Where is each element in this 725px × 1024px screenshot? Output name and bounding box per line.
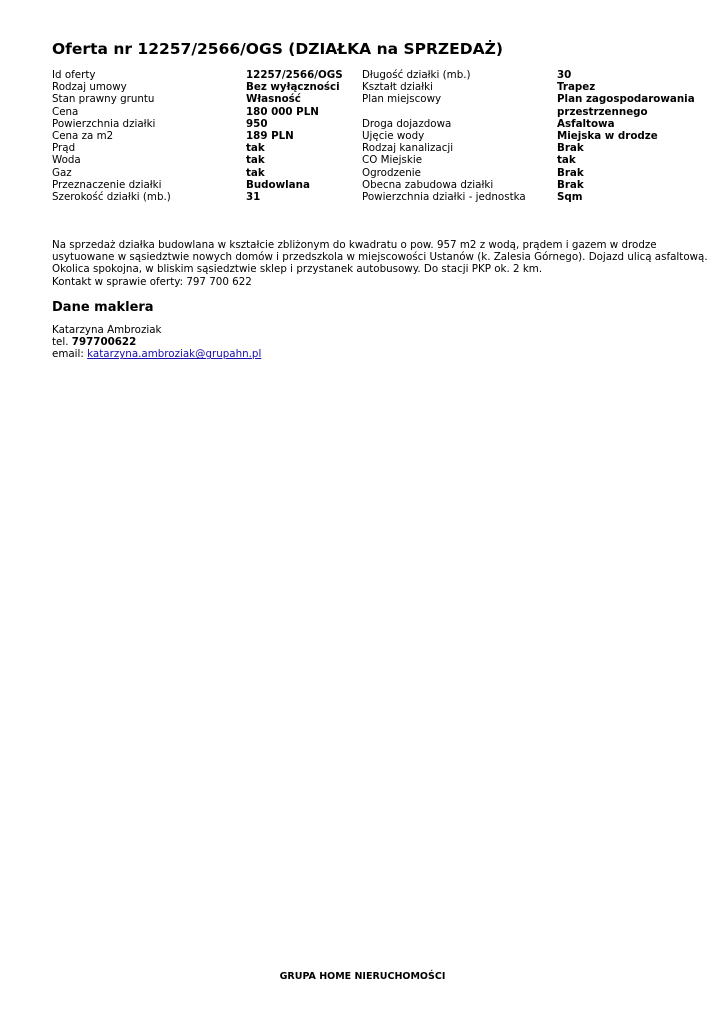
field-value: Plan zagospodarowania — [557, 93, 695, 106]
description-line: Na sprzedaż działka budowlana w kształcie zbliżonym do kwadratu o pow. 957 m2 z wodą, prądem i gazem w drodze — [52, 239, 657, 251]
left-values-column — [246, 69, 343, 203]
field-value: 30 — [557, 69, 572, 81]
description-line: usytuowane w sąsiedztwie nowych domów i przedszkola w miejscowości Ustanów (k. Zalesia Górnego). Dojazd ulicą asfaltową. — [52, 251, 708, 264]
field-label: Stan prawny gruntu — [52, 93, 155, 106]
description-line: Okolica spokojna, w bliskim sąsiedztwie sklep i przystanek autobusowy. Do stacji PKP ok. 2 km. — [52, 263, 543, 276]
right-values-column — [557, 69, 695, 203]
phone-label: tel. — [52, 336, 72, 349]
field-label: Gaz — [52, 166, 72, 179]
field-label: Rodzaj umowy — [52, 81, 127, 94]
field-value: 189 PLN — [246, 130, 294, 143]
field-label: Id oferty — [52, 69, 96, 81]
field-label: Droga dojazdowa — [362, 117, 452, 130]
field-value: tak — [246, 154, 265, 167]
broker-section-title: Dane maklera — [52, 300, 154, 315]
field-value: Asfaltowa — [557, 117, 615, 130]
right-labels-column — [362, 69, 526, 203]
field-label: Długość działki (mb.) — [362, 69, 471, 81]
field-label: Cena za m2 — [52, 130, 114, 143]
field-value: Miejska w drodze — [557, 130, 658, 143]
field-value: Sqm — [557, 191, 583, 204]
offer-description — [52, 239, 708, 288]
left-labels-column — [52, 69, 171, 203]
field-value: Trapez — [557, 81, 596, 94]
field-label: CO Miejskie — [362, 154, 423, 167]
field-value: 12257/2566/OGS — [246, 69, 343, 81]
field-value: Brak — [557, 142, 584, 155]
field-label: Szerokość działki (mb.) — [52, 191, 171, 204]
field-label-spacer — [362, 106, 526, 118]
broker-phone: 797700622 — [71, 336, 137, 349]
field-value: 31 — [246, 191, 261, 204]
field-label: Kształt działki — [362, 81, 433, 94]
field-label: Powierzchnia działki - jednostka — [362, 191, 526, 204]
field-label: Obecna zabudowa działki — [362, 178, 494, 191]
broker-name: Katarzyna Ambroziak — [52, 324, 162, 336]
broker-email-link[interactable]: katarzyna.ambroziak@grupahn.pl — [87, 348, 262, 361]
field-label: Ogrodzenie — [362, 166, 421, 179]
footer-company-name: GRUPA HOME NIERUCHOMOŚCI — [279, 971, 446, 982]
field-value: tak — [246, 142, 265, 155]
broker-email-row — [52, 348, 261, 360]
page-title: Oferta nr 12257/2566/OGS (DZIAŁKA na SPRZEDAŻ) — [52, 40, 503, 58]
field-label: Woda — [52, 154, 81, 167]
field-value: Budowlana — [246, 178, 310, 191]
field-value: Bez wyłączności — [246, 81, 340, 94]
field-label: Prąd — [52, 142, 76, 155]
field-value: Brak — [557, 178, 584, 191]
field-label: Plan miejscowy — [362, 93, 442, 106]
field-value: tak — [246, 166, 265, 179]
field-value-continued: przestrzennego — [557, 105, 648, 118]
field-value: 950 — [246, 117, 268, 130]
description-line: Kontakt w sprawie oferty: 797 700 622 — [52, 275, 252, 288]
field-label: Rodzaj kanalizacji — [362, 142, 454, 155]
field-value: Własność — [246, 93, 301, 106]
field-label: Ujęcie wody — [362, 130, 425, 143]
field-label: Przeznaczenie działki — [52, 178, 162, 191]
field-value: Brak — [557, 166, 584, 179]
broker-details — [52, 324, 261, 361]
field-label: Powierzchnia działki — [52, 117, 156, 130]
field-value: 180 000 PLN — [246, 105, 319, 118]
broker-phone-row — [52, 336, 261, 348]
email-label: email: — [52, 348, 88, 361]
field-value: tak — [557, 154, 576, 167]
field-label: Cena — [52, 105, 79, 118]
